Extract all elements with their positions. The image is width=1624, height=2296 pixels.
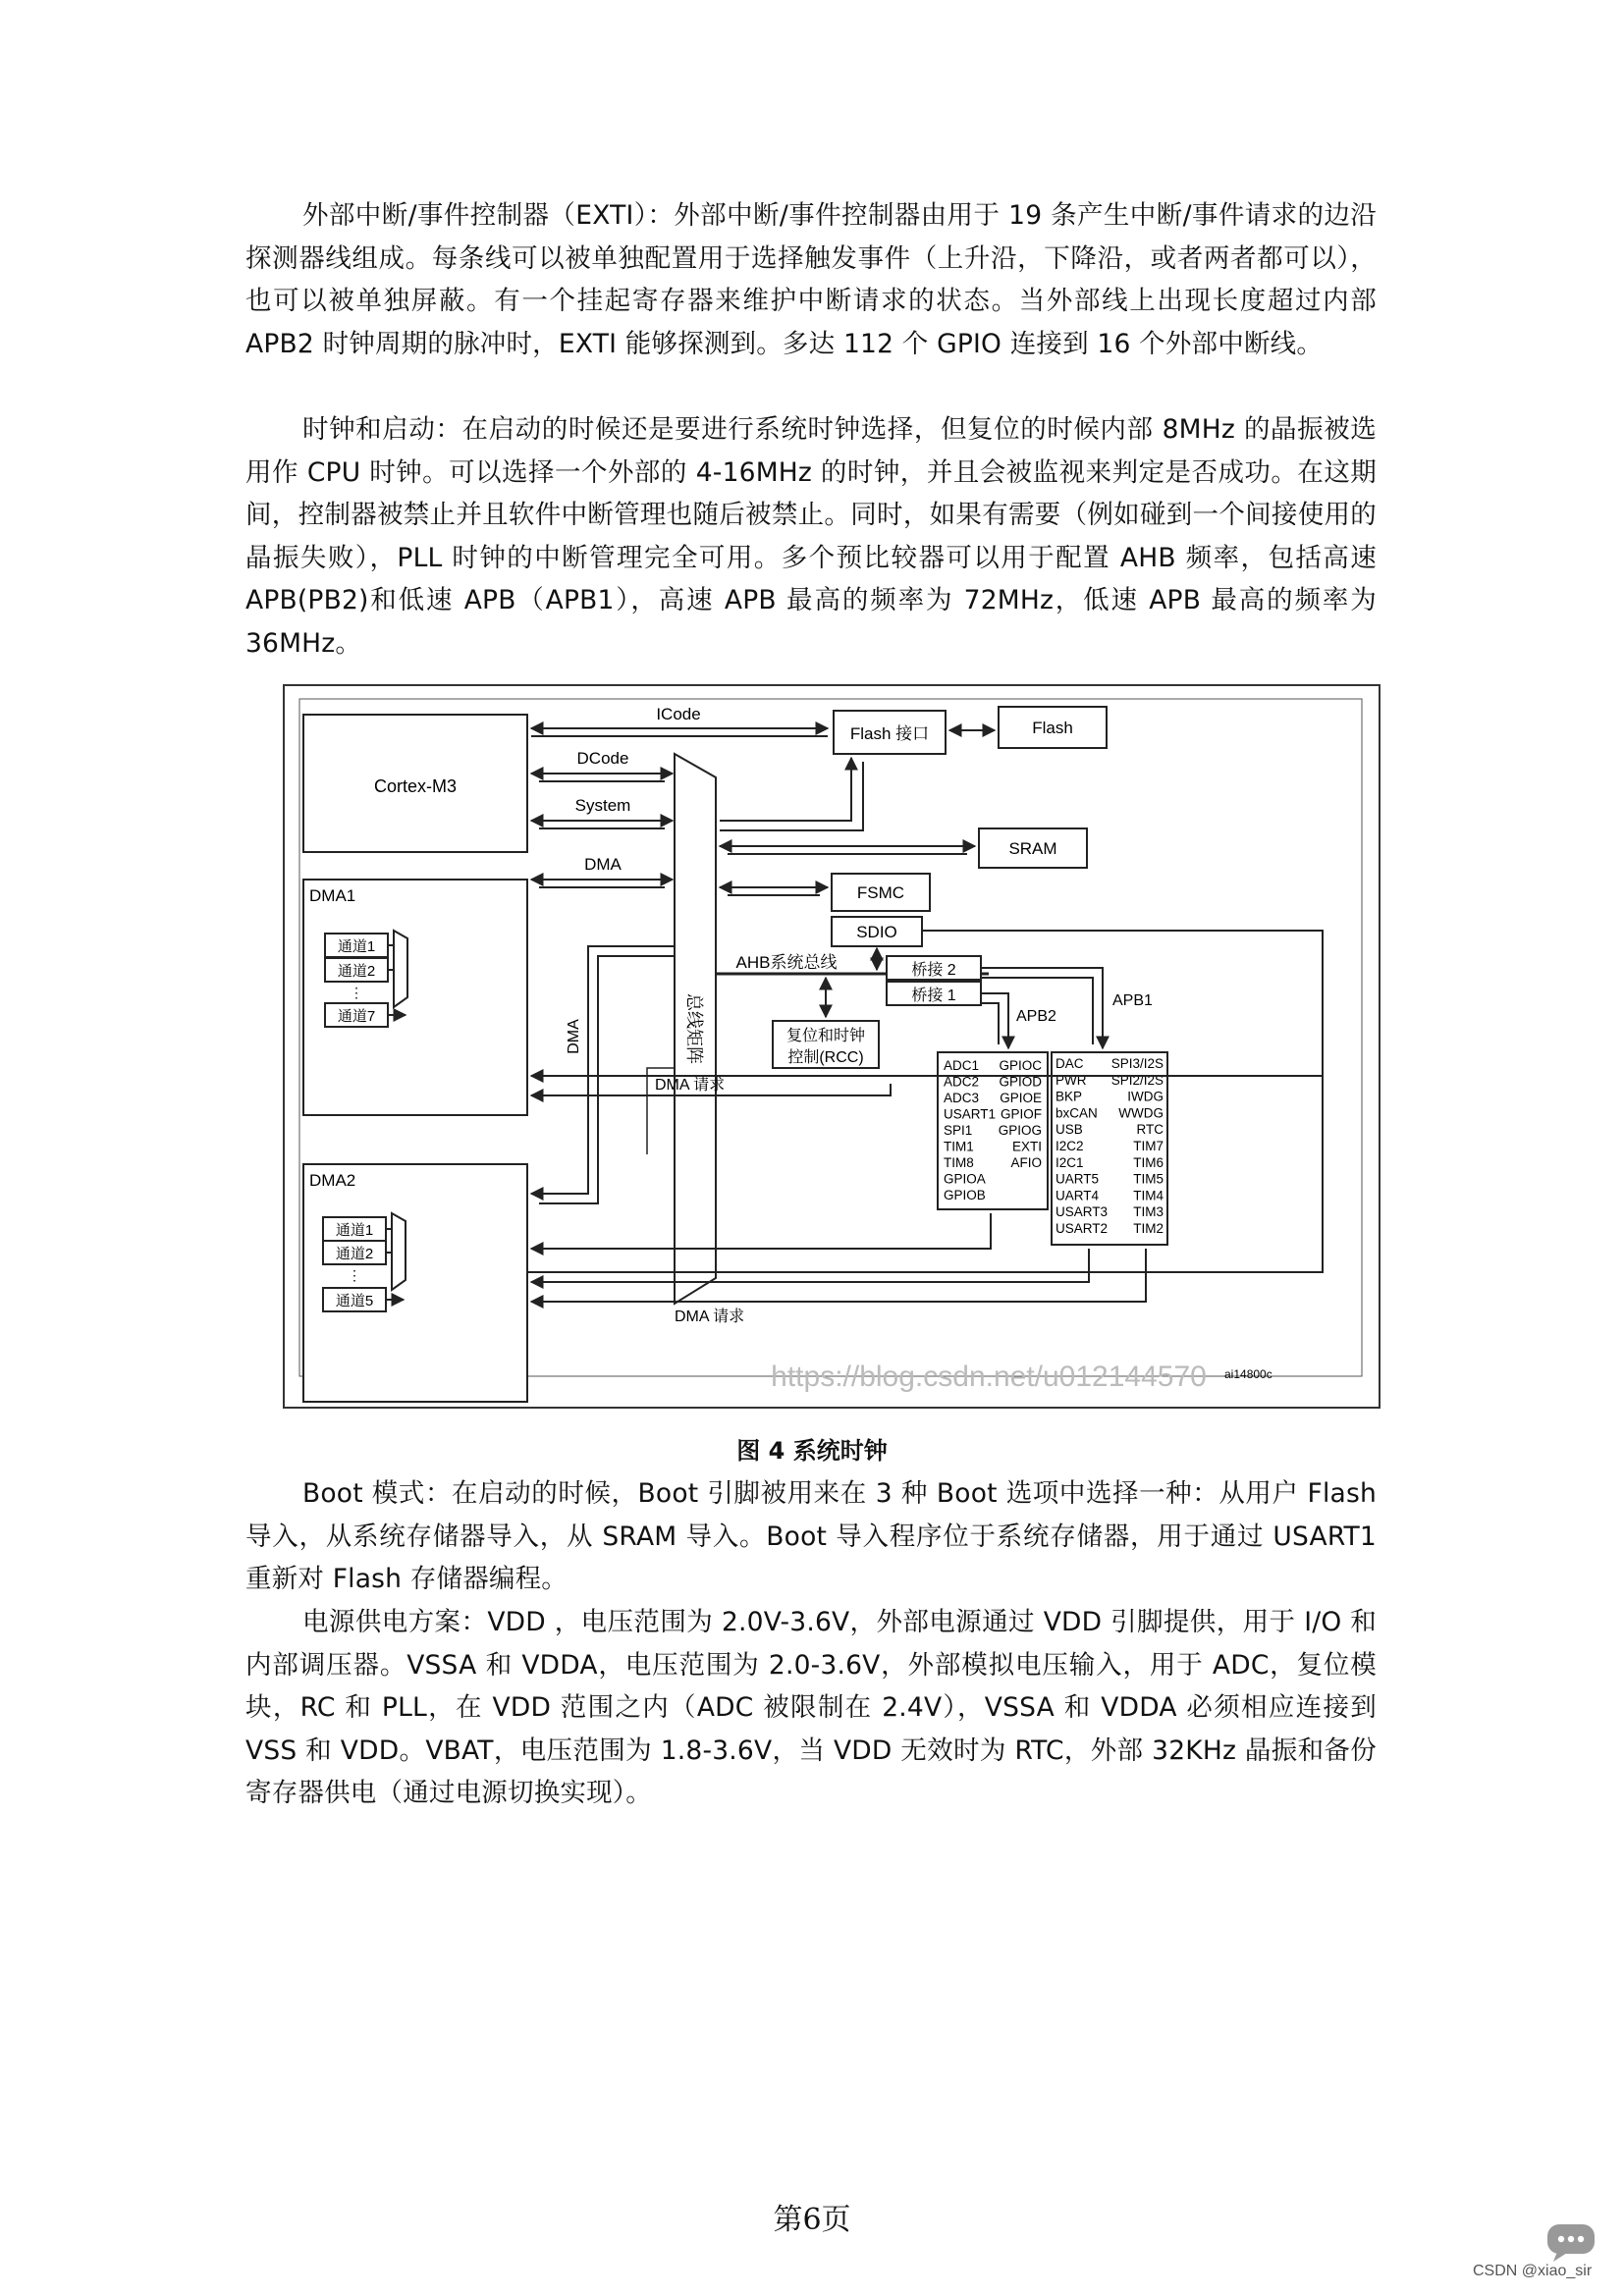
figure-url-watermark: https://blog.csdn.net/u012144570 <box>771 1361 1207 1393</box>
paragraph-exti: 外部中断/事件控制器（EXTI）：外部中断/事件控制器由用于 19 条产生中断/事件请求的边沿探测器线组成。每条线可以被单独配置用于选择触发事件（上升沿，下降沿，或者两者都可以），也可以被单独屏蔽。有一个挂起寄存器来维护中断请求的状态。当外部线上出现长度超过内部 APB2 时钟周期的脉冲时，EXTI 能够探测到。多达 112 个 GPIO 连接到 16 个外部中断线。 <box>245 200 1377 359</box>
fsmc-label: FSMC <box>856 883 905 902</box>
peripheral-label: TIM7 <box>1133 1139 1164 1153</box>
bridge2-label: 桥接 2 <box>911 962 956 979</box>
peripheral-label: GPIOC <box>999 1058 1042 1073</box>
peripheral-label: SPI2/I2S <box>1110 1072 1164 1088</box>
peripheral-label: TIM8 <box>944 1155 974 1170</box>
peripheral-label: BKP <box>1056 1089 1083 1104</box>
dma1-box <box>303 880 527 1115</box>
peripheral-label: GPIOB <box>944 1188 986 1202</box>
flash-label: Flash <box>1032 719 1073 737</box>
bus-matrix-label: 总线矩阵 <box>684 993 704 1064</box>
dcode-label: DCode <box>576 749 629 768</box>
peripheral-label: GPIOF <box>1000 1106 1042 1122</box>
system-label: System <box>574 796 631 815</box>
csdn-watermark: CSDN @xiao_sir <box>1473 2263 1593 2279</box>
dma-request-1: DMA 请求 <box>655 1077 726 1094</box>
peripheral-label: bxCAN <box>1056 1105 1098 1121</box>
peripheral-label: SPI1 <box>944 1123 973 1138</box>
dma-channel-label: 通道1 <box>337 938 376 955</box>
peripheral-label: TIM5 <box>1133 1171 1164 1187</box>
peripheral-label: UART5 <box>1056 1171 1100 1187</box>
bridge1-label: 桥接 1 <box>911 988 956 1004</box>
system-block-diagram <box>282 683 1381 1410</box>
ahb-bus-label: AHB系统总线 <box>735 953 838 972</box>
peripheral-label: I2C2 <box>1056 1139 1084 1153</box>
figure-caption: 图 4 系统时钟 <box>736 1437 888 1465</box>
peripheral-label: GPIOD <box>999 1074 1042 1090</box>
peripheral-label: USART3 <box>1056 1204 1109 1220</box>
dma-channel-label: 通道2 <box>335 1246 374 1262</box>
dma-channel-label: 通道2 <box>337 963 376 980</box>
peripheral-label: TIM3 <box>1133 1204 1164 1220</box>
dma1-label: DMA1 <box>309 886 356 905</box>
dma-bus-label: DMA <box>584 855 622 874</box>
peripheral-label: GPIOA <box>944 1171 986 1187</box>
peripheral-label: GPIOE <box>1000 1091 1042 1105</box>
page-number: 第6页 <box>773 2203 851 2237</box>
peripheral-label: DAC <box>1056 1056 1084 1071</box>
peripheral-label: USART1 <box>944 1106 997 1122</box>
flash-interface-label: Flash 接口 <box>849 724 930 743</box>
peripheral-label: IWDG <box>1127 1089 1164 1104</box>
peripheral-label: SPI3/I2S <box>1110 1056 1164 1071</box>
peripheral-label: TIM6 <box>1133 1154 1164 1170</box>
peripheral-label: ADC3 <box>944 1091 980 1105</box>
peripheral-label: UART4 <box>1056 1188 1100 1203</box>
figure-reference: ai14800c <box>1224 1367 1272 1381</box>
dma-channel-ellipsis: ⋮ <box>348 1267 361 1283</box>
dma2-label: DMA2 <box>309 1171 356 1190</box>
peripheral-label: TIM2 <box>1133 1221 1164 1236</box>
chat-bubble-icon[interactable] <box>1543 2220 1598 2264</box>
dma2-box <box>303 1164 527 1402</box>
paragraph-power: 电源供电方案：VDD ，电压范围为 2.0V-3.6V，外部电源通过 VDD 引脚提供，用于 I/O 和内部调压器。VSSA 和 VDDA，电压范围为 2.0-3.6V，外部模拟电压输入，用于 ADC，复位模块，RC 和 PLL，在 VDD 范围之内（ADC 被限制在 2.4V），VSSA 和 VDDA 必须相应连接到 VSS 和 VDD。VBAT，电压范围为 1.8-3.6V，当 VDD 无效时为 RTC，外部 32KHz 晶振和备份寄存器供电（通过电源切换实现）。 <box>245 1607 1377 1808</box>
peripheral-label: GPIOG <box>998 1123 1042 1138</box>
sram-label: SRAM <box>1008 839 1057 858</box>
peripheral-label: EXTI <box>1011 1139 1042 1154</box>
peripheral-label: ADC2 <box>944 1074 980 1090</box>
peripheral-label: I2C1 <box>1056 1154 1084 1170</box>
peripheral-label: WWDG <box>1118 1105 1164 1121</box>
paragraph-clock: 时钟和启动：在启动的时候还是要进行系统时钟选择，但复位的时候内部 8MHz 的晶振被选用作 CPU 时钟。可以选择一个外部的 4-16MHz 的时钟，并且会被监视来判定是否成功。在这期间，控制器被禁止并且软件中断管理也随后被禁止。同时，如果有需要（例如碰到一个间接使用的晶振失败），PLL 时钟的中断管理完全可用。多个预比较器可以用于配置 AHB 频率，包括高速 APB(PB2)和低速 APB（APB1），高速 APB 最高的频率为 72MHz，低速 APB 最高的频率为 36MHz。 <box>245 414 1377 659</box>
dma-request-2: DMA 请求 <box>675 1308 745 1325</box>
peripheral-label: USART2 <box>1056 1221 1109 1236</box>
dma-channel-label: 通道1 <box>335 1222 374 1239</box>
peripheral-label: TIM4 <box>1133 1188 1164 1203</box>
peripheral-label: ADC1 <box>944 1058 980 1073</box>
cortex-m3-label: Cortex-M3 <box>373 776 458 796</box>
rcc-label-2: 控制(RCC) <box>787 1049 864 1066</box>
peripheral-label: TIM1 <box>944 1139 974 1154</box>
sdio-label: SDIO <box>856 923 897 941</box>
dma-channel-label: 通道7 <box>337 1008 376 1025</box>
paragraph-boot: Boot 模式：在启动的时候，Boot 引脚被用来在 3 种 Boot 选项中选择一种：从用户 Flash 导入，从系统存储器导入，从 SRAM 导入。Boot 导入程序位于系统存储器，用于通过 USART1 重新对 Flash 存储器编程。 <box>245 1478 1377 1594</box>
dma-channel-ellipsis: ⋮ <box>350 985 363 1000</box>
dma-vertical-label: DMA <box>566 1019 582 1054</box>
peripheral-label: USB <box>1056 1122 1083 1138</box>
peripheral-label: PWR <box>1056 1072 1087 1088</box>
rcc-label-1: 复位和时钟 <box>785 1028 866 1044</box>
peripheral-label: RTC <box>1136 1122 1164 1138</box>
peripheral-label: AFIO <box>1010 1155 1042 1170</box>
dma-channel-label: 通道5 <box>335 1293 374 1309</box>
apb2-label: APB2 <box>1016 1008 1056 1025</box>
icode-label: ICode <box>656 705 701 723</box>
apb1-label: APB1 <box>1112 992 1153 1009</box>
